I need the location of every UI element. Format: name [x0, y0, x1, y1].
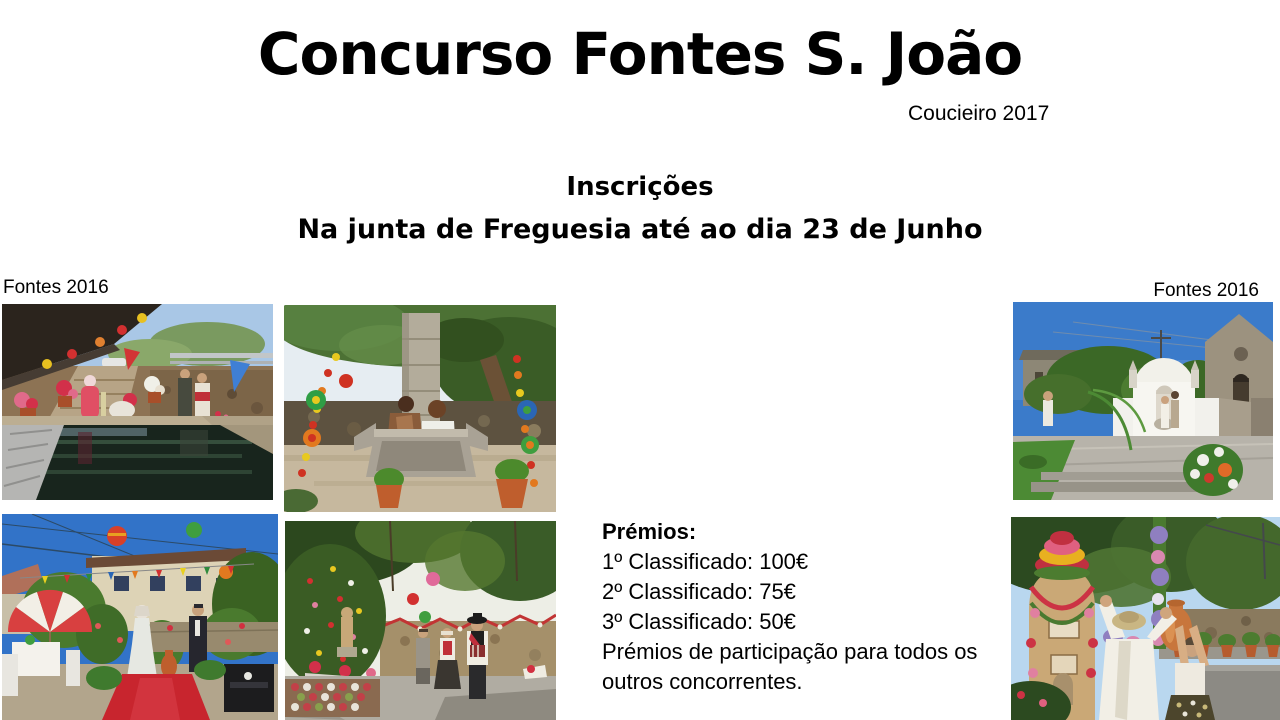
prize-second-place: 2º Classificado: 75€: [602, 579, 796, 604]
photo-chapel-square: [1013, 302, 1273, 500]
slide-subtitle: Coucieiro 2017: [908, 102, 1050, 125]
slide-title: Concurso Fontes S. João: [257, 20, 1023, 88]
photo-folk-group-image: [285, 521, 556, 720]
photo-chapel-square-image: [1013, 302, 1273, 500]
photo-label-right: Fontes 2016: [1153, 280, 1259, 301]
photo-wedding-scene: [2, 514, 278, 720]
prizes-heading: Prémios:: [602, 519, 697, 544]
photo-washing-pool: [2, 304, 273, 500]
prize-third-place: 3º Classificado: 50€: [602, 609, 796, 634]
photo-folk-group: [285, 521, 556, 720]
photo-stone-fountain-image: [284, 305, 556, 512]
prize-participation: Prémios de participação para todos os outros concorrentes.: [602, 639, 978, 694]
photo-label-left: Fontes 2016: [3, 277, 109, 298]
photo-washing-pool-image: [2, 304, 273, 500]
photo-jug-fountain-image: [1011, 517, 1280, 720]
photo-stone-fountain: [284, 305, 556, 512]
prize-first-place: 1º Classificado: 100€: [602, 549, 809, 574]
prizes-block: [602, 517, 994, 697]
photo-jug-fountain: [1011, 517, 1280, 720]
inscriptions-detail: Na junta de Freguesia até ao dia 23 de Junho: [297, 214, 983, 245]
inscriptions-heading: Inscrições: [566, 172, 714, 202]
photo-wedding-scene-image: [2, 514, 278, 720]
